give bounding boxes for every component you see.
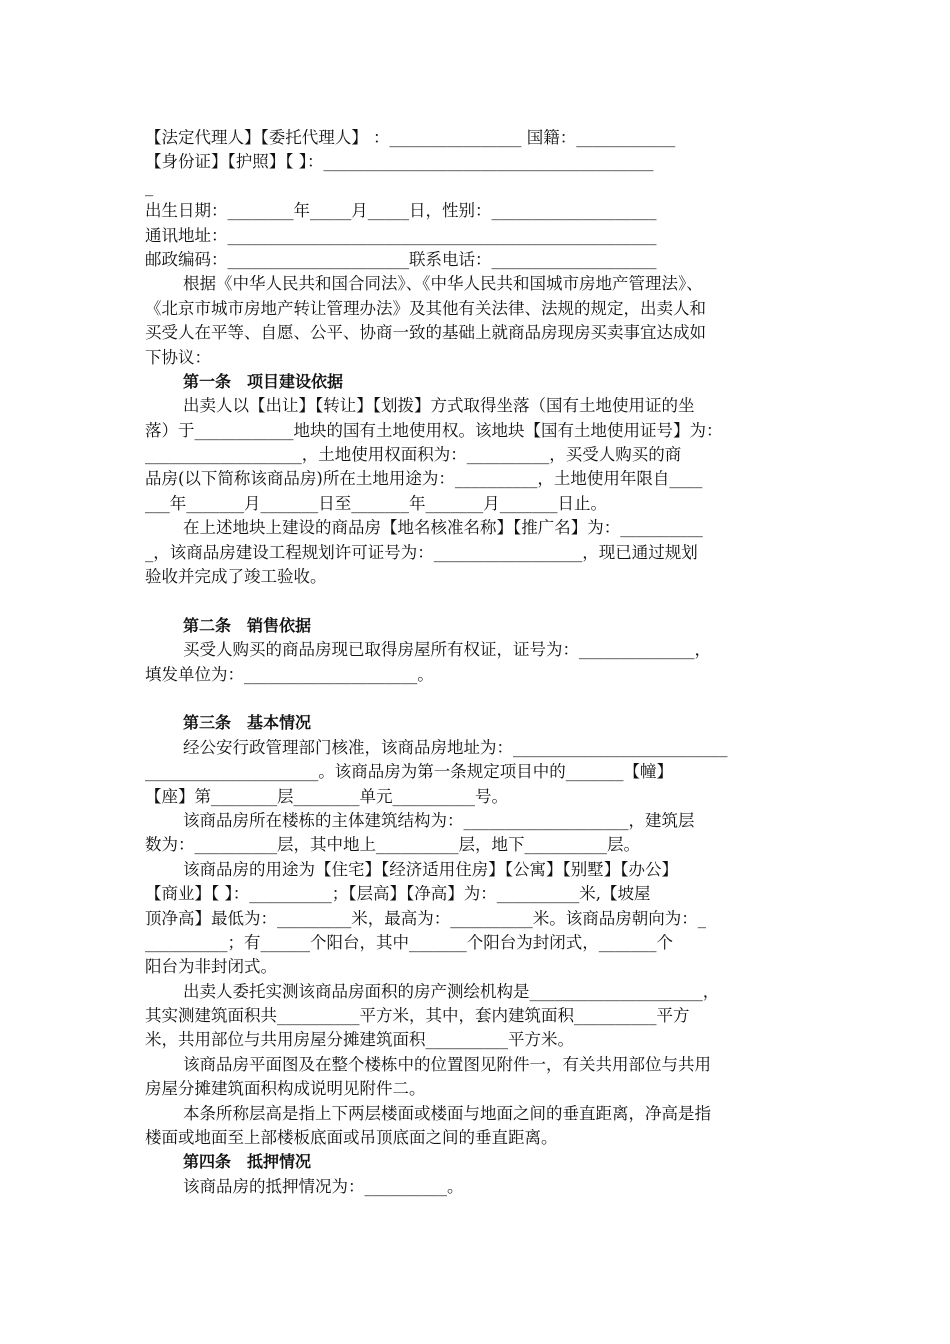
preamble-paragraph-line: 买受人在平等、自愿、公平、协商一致的基础上就商品房现房买卖事宜达成如 — [145, 323, 706, 343]
article-1-paragraph-line: _，该商品房建设工程规划许可证号为：__________________，现已通过规划 — [145, 542, 698, 562]
article-1-paragraph-line: ___________________，土地使用权面积为：__________，买受人购买的商 — [145, 445, 682, 465]
contract-document — [145, 126, 807, 1199]
preamble-paragraph-line: 下协议： — [145, 347, 211, 367]
address-line: 通讯地址：____________________________________________________ — [145, 225, 657, 245]
article-2-paragraph-line: 买受人购买的商品房现已取得房屋所有权证，证号为：______________， — [183, 640, 711, 660]
article-1-paragraph-line: ___年_______月_______日至_______年_______月_______日止。 — [145, 493, 607, 513]
article-3-paragraph-line: _____________________。该商品房为第一条规定项目中的_______【幢】 — [145, 762, 673, 782]
article-1-paragraph-line: 验收并完成了竣工验收。 — [145, 567, 327, 587]
article-3-paragraph-line: 经公安行政管理部门核准，该商品房地址为：__________________________ — [183, 737, 728, 757]
preamble-paragraph-line: 根据《中华人民共和国合同法》、《中华人民共和国城市房地产管理法》、 — [183, 274, 703, 294]
spacer — [145, 687, 807, 711]
agent-line: 【法定代理人】【委托代理人】 ：________________ 国籍：____________ — [145, 128, 676, 147]
id-document-line-cont: _ — [145, 176, 154, 196]
article-4-heading: 第四条 抵押情况 — [183, 1152, 312, 1172]
id-document-line: 【身份证】【护照】【 】：________________________________________ — [145, 152, 654, 172]
article-3-paragraph-line: __________；有______个阳台，其中_______个阳台为封闭式，_______个 — [145, 932, 673, 952]
article-2-paragraph-line: 填发单位为：_____________________。 — [145, 664, 434, 684]
article-1-paragraph-line: 在上述地块上建设的商品房【地名核准名称】【推广名】为：__________ — [183, 518, 703, 538]
spacer — [145, 589, 807, 613]
article-1-heading: 第一条 项目建设依据 — [183, 371, 344, 391]
article-3-paragraph-line: 出卖人委托实测该商品房面积的房产测绘机构是_____________________， — [183, 981, 720, 1001]
article-3-heading: 第三条 基本情况 — [183, 713, 312, 733]
article-3-paragraph-line: 米，共用部位与共用房屋分摊建筑面积__________平方米。 — [145, 1030, 574, 1050]
postcode-phone-line: 邮政编码：______________________联系电话：____________________ — [145, 249, 657, 269]
article-3-paragraph-line: 顶净高】最低为：_________米，最高为：__________米。该商品房朝向为：_ — [145, 908, 706, 928]
article-3-paragraph-line: 房屋分摊建筑面积构成说明见附件二。 — [145, 1079, 426, 1099]
article-4-paragraph-line: 该商品房的抵押情况为：__________。 — [183, 1176, 464, 1196]
article-1-paragraph-line: 落）于____________地块的国有土地使用权。该地块【国有土地使用证号】为： — [145, 420, 723, 440]
article-1-paragraph-line: 品房(以下简称该商品房)所在土地用途为：__________，土地使用年限自____ — [145, 469, 703, 489]
article-3-paragraph-line: 数为：__________层，其中地上__________层，地下__________层。 — [145, 835, 640, 855]
article-3-paragraph-line: 【商业】【 】：__________；【层高】【净高】为：__________米,【坡屋 — [145, 884, 651, 904]
article-3-paragraph-line: 该商品房平面图及在整个楼栋中的位置图见附件一，有关共用部位与共用 — [183, 1054, 711, 1074]
article-3-paragraph-line: 本条所称层高是指上下两层楼面或楼面与地面之间的垂直距离，净高是指 — [183, 1103, 711, 1123]
article-2-heading: 第二条 销售依据 — [183, 615, 312, 635]
birth-gender-line: 出生日期：________年_____月_____日，性别：____________________ — [145, 201, 657, 221]
article-3-paragraph-line: 楼面或地面至上部楼板底面或吊顶底面之间的垂直距离。 — [145, 1128, 558, 1148]
article-3-paragraph-line: 该商品房所在楼栋的主体建筑结构为：____________________，建筑层 — [183, 810, 695, 830]
article-3-paragraph-line: 阳台为非封闭式。 — [145, 957, 277, 977]
preamble-paragraph-line: 《北京市城市房地产转让管理办法》及其他有关法律、法规的规定，出卖人和 — [145, 298, 706, 318]
article-3-paragraph-line: 该商品房的用途为【住宅】【经济适用住房】【公寓】【别墅】【办公】 — [183, 859, 678, 879]
article-3-paragraph-line: 其实测建筑面积共__________平方米，其中，套内建筑面积__________平方 — [145, 1006, 690, 1026]
article-3-paragraph-line: 【座】第________层________单元__________号。 — [145, 786, 508, 806]
article-1-paragraph-line: 出卖人以【出让】【转让】【划拨】方式取得坐落（国有土地使用证的坐 — [183, 396, 695, 416]
